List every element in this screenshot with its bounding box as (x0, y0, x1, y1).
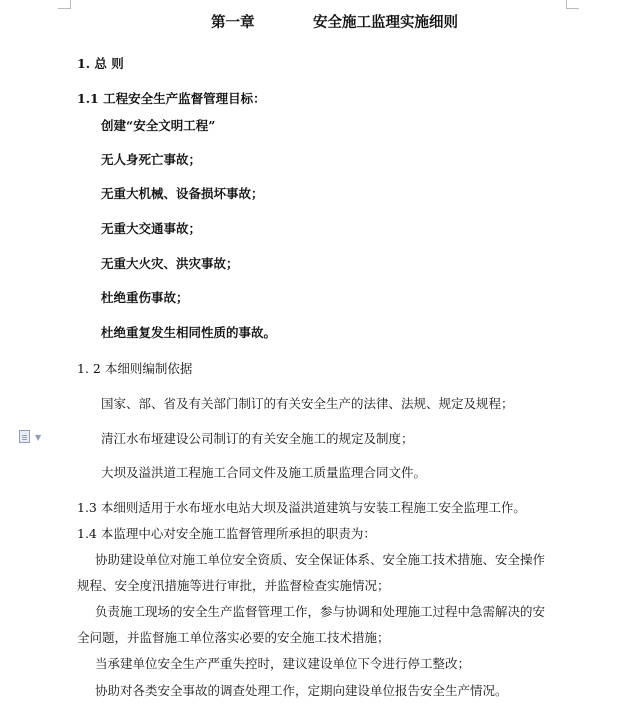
goal-item: 创建“安全文明工程” (101, 118, 216, 133)
goal-item: 无重大交通事故； (101, 221, 202, 236)
section-heading: 1. 总 则 (77, 56, 124, 71)
subsection-1-1-heading: 1.1 工程安全生产监督管理目标： (77, 91, 266, 106)
goal-item: 无重大火灾、洪灾事故； (101, 256, 239, 271)
basis-item: 国家、部、省及有关部门制订的有关安全生产的法律、法规、规定及规程； (101, 396, 514, 411)
goal-item: 杜绝重伤事故； (101, 290, 189, 305)
duty-line: 规程、安全度汛措施等进行审批，并监督检查实施情况； (77, 578, 390, 593)
basis-item: 清江水布垭建设公司制订的有关安全施工的规定及制度； (101, 431, 414, 446)
chevron-down-icon[interactable]: ▼ (35, 433, 42, 442)
goal-item: 无重大机械、设备损坏事故； (101, 186, 264, 201)
duty-line: 负责施工现场的安全生产监督管理工作，参与协调和处理施工过程中急需解决的安 (95, 604, 546, 619)
subsection-1-4-heading: 1.4 本监理中心对安全施工监督管理所承担的职责为： (77, 526, 376, 541)
goal-item: 杜绝重复发生相同性质的事故。 (101, 325, 277, 340)
duty-line: 全问题，并监督施工单位落实必要的安全施工技术措施； (77, 630, 390, 645)
duty-line: 协助对各类安全事故的调查处理工作，定期向建设单位报告安全生产情况。 (95, 683, 508, 698)
goal-item: 无人身死亡事故； (101, 152, 202, 167)
chapter-title: 安全施工监理实施细则 (313, 14, 458, 31)
duty-line: 当承建单位安全生产严重失控时，建议建设单位下令进行停工整改； (95, 656, 471, 671)
page-corner-mark-left (58, 0, 71, 9)
chapter-number: 第一章 (211, 14, 255, 31)
subsection-1-2-heading: 1. 2 本细则编制依据 (77, 361, 193, 376)
basis-item: 大坝及溢洪道工程施工合同文件及施工质量监理合同文件。 (101, 465, 427, 480)
subsection-1-3-text: 1.3 本细则适用于水布垭水电站大坝及溢洪道建筑与安装工程施工安全监理工作。 (77, 500, 526, 515)
duty-line: 协助建设单位对施工单位安全资质、安全保证体系、安全施工技术措施、安全操作 (95, 552, 546, 567)
document-icon[interactable] (19, 430, 30, 443)
page-corner-mark-right (566, 0, 579, 9)
